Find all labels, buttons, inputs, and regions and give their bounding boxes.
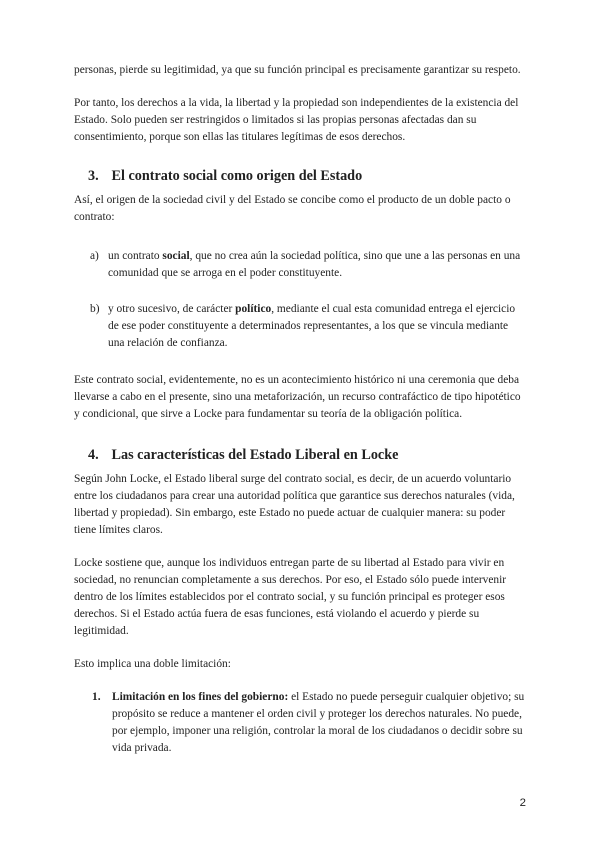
- contract-list: [74, 248, 526, 352]
- section-4-number: 4.: [88, 447, 99, 463]
- list-marker: 1.: [92, 691, 101, 703]
- section-4-paragraph-2: Locke sostiene que, aunque los individuos entregan parte de su libertad al Estado para vivir en sociedad, no renuncian completamente a sus derechos. Por eso, el Estado sólo puede intervenir dentro de los límites establecidos por el contrato social, y su función principal es proteger esos derechos. Si el Estado actúa fuera de esas funciones, está violando el acuerdo y pierde su legitimidad.: [74, 557, 507, 637]
- list-marker: a): [90, 250, 99, 262]
- section-3-title: El contrato social como origen del Estado: [111, 168, 363, 184]
- list-item: 1. Limitación en los fines del gobierno: el Estado no puede perseguir cualquier objetivo; su propósito se reduce a mantener el orden civil y proteger los derechos naturales. No puede, por ejemplo, imponer una religión, controlar la moral de los ciudadanos o decidir sobre su vida privada.: [74, 689, 526, 757]
- page-number: 2: [519, 797, 526, 809]
- bold-term: social: [162, 250, 190, 262]
- limitation-list: [74, 689, 526, 757]
- bold-term: político: [235, 303, 272, 315]
- section-3-intro: Así, el origen de la sociedad civil y del Estado se concibe como el producto de un doble pacto o contrato:: [74, 194, 511, 223]
- list-item: a) un contrato social, que no crea aún la sociedad política, sino que une a las personas en una comunidad que se arroga en el poder constituyente.: [74, 248, 526, 282]
- section-3-number: 3.: [88, 168, 99, 184]
- list-marker: b): [90, 303, 100, 315]
- bold-term: Limitación en los fines del gobierno:: [112, 691, 289, 703]
- list-item: b) y otro sucesivo, de carácter político, mediante el cual esta comunidad entrega el ejercicio de ese poder constituyente a determinados representantes, a los que se vincula mediante una relación de confianza.: [74, 301, 526, 352]
- section-3-heading: [88, 166, 526, 186]
- paragraph-continuation: personas, pierde su legitimidad, ya que su función principal es precisamente garantizar su respeto.: [74, 64, 521, 76]
- section-4-paragraph-1: Según John Locke, el Estado liberal surge del contrato social, es decir, de un acuerdo voluntario entre los ciudadanos para crear una autoridad política que garantice sus derechos naturales (vida, libertad y propiedad). Sin embargo, este Estado no puede actuar de cualquier manera: su poder tiene límites claros.: [74, 473, 515, 536]
- section-3-closing: Este contrato social, evidentemente, no es un acontecimiento histórico ni una ceremonia que deba llevarse a cabo en el presente, sino una metaforización, un recurso contrafáctico de tipo hipotético y condicional, que sirve a Locke para fundamentar su teoría de la obligación política.: [74, 374, 521, 420]
- section-4-title: Las características del Estado Liberal en Locke: [111, 447, 399, 463]
- section-4-heading: [88, 445, 526, 465]
- section-4-paragraph-3: Esto implica una doble limitación:: [74, 658, 231, 670]
- paragraph-por-tanto: Por tanto, los derechos a la vida, la libertad y la propiedad son independientes de la existencia del Estado. Solo pueden ser restringidos o limitados si las propias personas afectadas dan su consentimiento, porque son ellas las titulares legítimas de esos derechos.: [74, 97, 519, 143]
